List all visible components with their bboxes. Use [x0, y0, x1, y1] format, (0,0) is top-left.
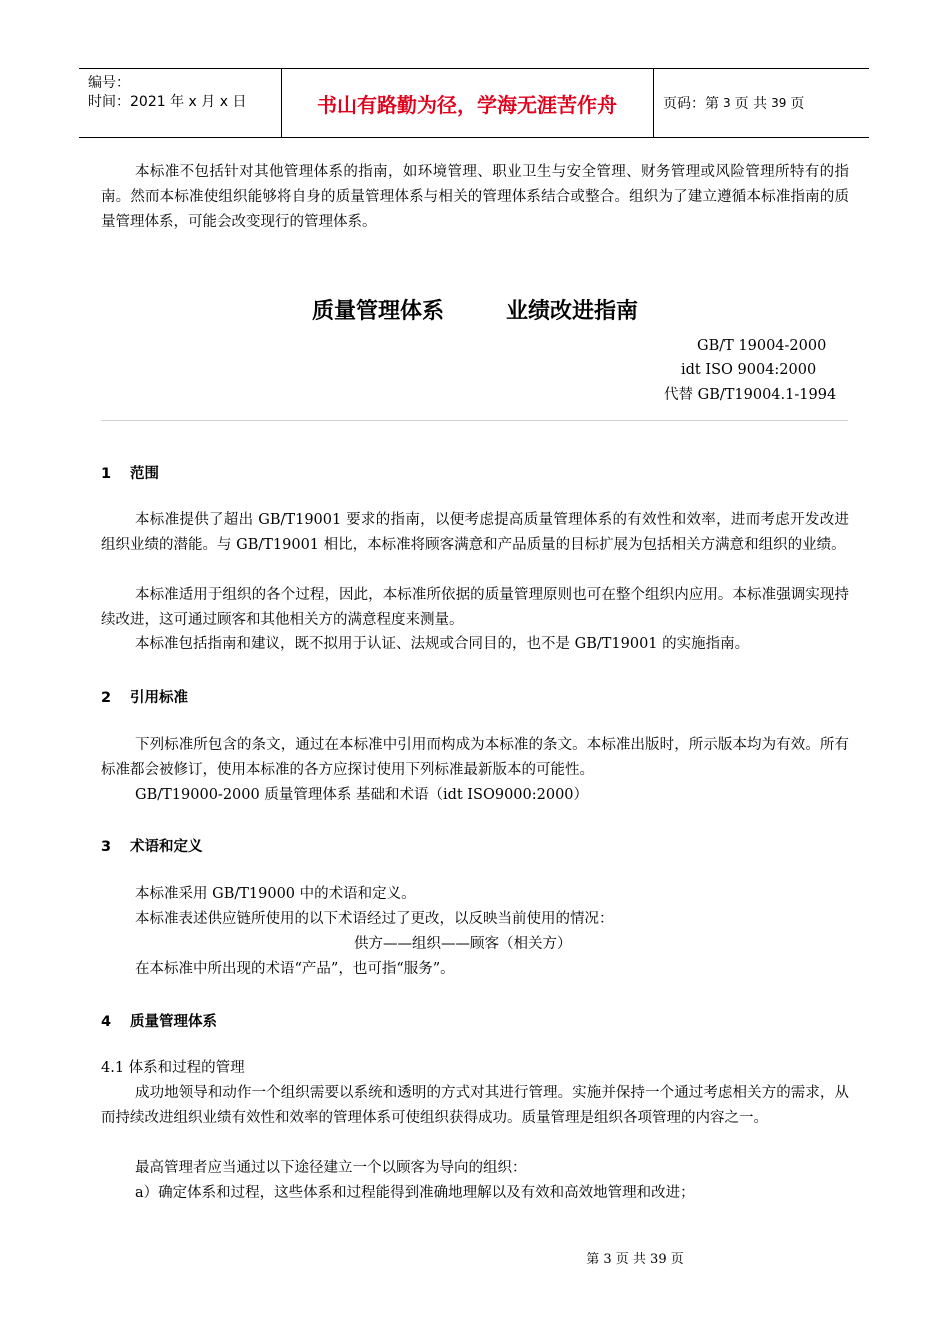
page-total: 39 [771, 96, 787, 110]
section-2-paragraph: 下列标准所包含的条文，通过在本标准中引用而构成为本标准的条文。本标准出版时，所示版本均为有效。所有标准都会被修订，使用本标准的各方应探讨使用下列标准最新版本的可能性。 [101, 737, 849, 778]
header-page-info [654, 69, 869, 137]
section-3-paragraph: 本标准采用 GB/T19000 中的术语和定义。 [135, 886, 416, 902]
section-number: 1 [101, 466, 112, 482]
section-4-paragraph: 成功地领导和动作一个组织需要以系统和透明的方式对其进行管理。实施并保持一个通过考虑相关方的需求，从而持续改进组织业绩有效性和效率的管理体系可使组织获得成功。质量管理是组织各项管理的内容之一。 [101, 1085, 849, 1126]
title-part2: 业绩改进指南 [506, 299, 639, 324]
page-prefix: 页码：第 [663, 96, 719, 112]
section-1-paragraph: 本标准提供了超出 GB/T19001 要求的指南，以便考虑提高质量管理体系的有效性和效率，进而考虑开发改进组织业绩的潜能。与 GB/T19001 相比，本标准将顾客满意和产品质量的目标扩展为包括相关方满意和组织的业绩。 [101, 512, 849, 553]
code-gb: GB/T 19004-2000 [697, 338, 827, 354]
intro-paragraph: 本标准不包括针对其他管理体系的指南，如环境管理、职业卫生与安全管理、财务管理或风险管理所特有的指南。然而本标准使组织能够将自身的质量管理体系与相关的管理体系结合或整合。组织为了建立遵循本标准指南的质量管理体系，可能会改变现行的管理体系。 [101, 164, 849, 230]
section-3-paragraph: 在本标准中所出现的术语“产品”，也可指“服务”。 [135, 961, 455, 977]
footer-page-number: 第 3 页 共 39 页 [586, 1252, 684, 1267]
code-replace: 代替 GB/T19004.1-1994 [664, 387, 837, 403]
section-2-heading [101, 686, 188, 707]
section-number: 2 [101, 690, 112, 706]
list-item-a: a）确定体系和过程，这些体系和过程能得到准确地理解以及有效和高效地管理和改进； [135, 1185, 695, 1201]
section-1-paragraph: 本标准适用于组织的各个过程，因此，本标准所依据的质量管理原则也可在整个组织内应用。本标准强调实现持续改进，这可通过顾客和其他相关方的满意程度来测量。 [101, 587, 849, 628]
supply-chain-terms: 供方——组织——顾客（相关方） [354, 936, 572, 952]
section-title: 引用标准 [130, 690, 188, 706]
section-number: 4 [101, 1014, 112, 1030]
page-number: 3 [723, 96, 731, 110]
header-motto: 书山有路勤为径，学海无涯苦作舟 [281, 69, 654, 137]
section-title: 质量管理体系 [130, 1014, 217, 1030]
section-1-paragraph: 本标准包括指南和建议，既不拟用于认证、法规或合同目的，也不是 GB/T19001 的实施指南。 [135, 636, 750, 652]
page-mid: 页 共 [734, 96, 768, 112]
section-number: 3 [101, 839, 112, 855]
title-part1: 质量管理体系 [311, 299, 444, 324]
time-label: 时间：2021 年 x 月 x 日 [88, 94, 247, 110]
section-title: 术语和定义 [130, 839, 203, 855]
page-footer [0, 1248, 950, 1267]
section-3-paragraph: 本标准表述供应链所使用的以下术语经过了更改，以反映当前使用的情况： [135, 911, 614, 927]
section-4-paragraph: 最高管理者应当通过以下途径建立一个以顾客为导向的组织： [135, 1160, 527, 1176]
section-1-heading [101, 462, 159, 483]
code-label: 编号： [88, 75, 130, 91]
reference-standard: GB/T19000-2000 质量管理体系 基础和术语（idt ISO9000:2000） [135, 787, 589, 803]
code-idt: idt ISO 9004:2000 [681, 362, 817, 378]
section-3-heading [101, 835, 203, 856]
section-4-heading [101, 1010, 217, 1031]
page-suffix: 页 [790, 96, 805, 112]
page-header [79, 68, 869, 138]
document-title [0, 294, 950, 325]
section-title: 范围 [130, 466, 159, 482]
header-meta-cell [79, 69, 282, 137]
subsection-4-1-heading: 4.1 体系和过程的管理 [101, 1060, 245, 1076]
title-divider [101, 420, 848, 421]
